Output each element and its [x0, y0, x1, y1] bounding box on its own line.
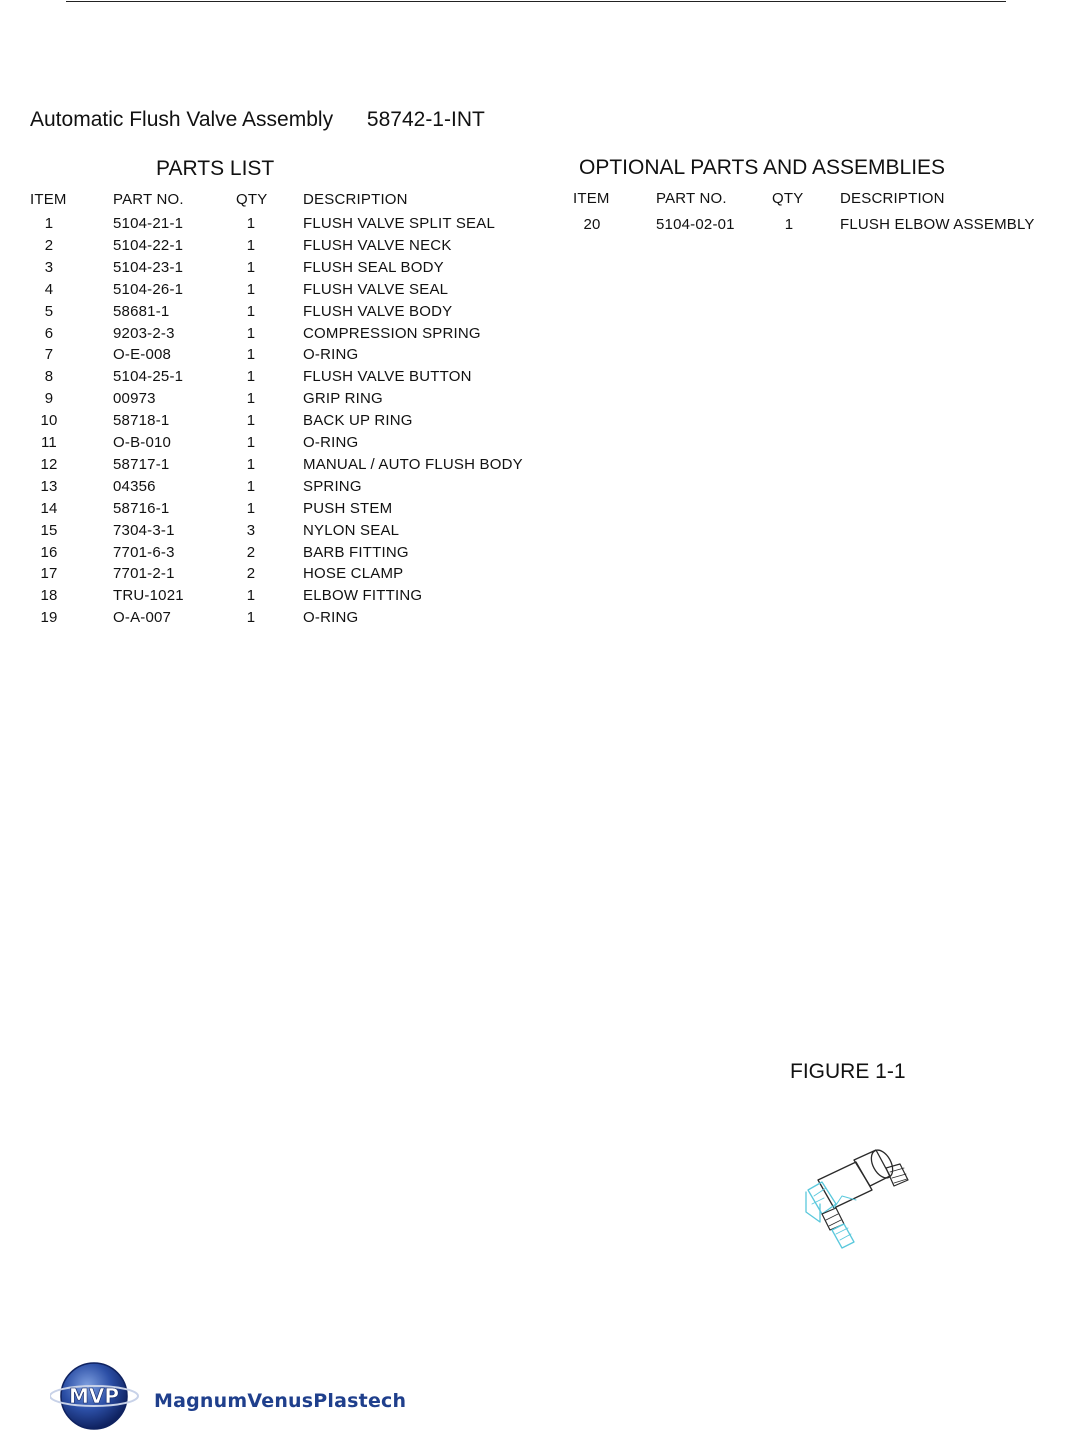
- optional-parts-item: 20: [583, 216, 601, 233]
- parts-list-description: O-RING: [303, 346, 359, 364]
- parts-list-description: MANUAL / AUTO FLUSH BODY: [303, 455, 523, 473]
- parts-list-heading: PARTS LIST: [156, 157, 275, 180]
- parts-list-col-qty: QTY: [236, 191, 268, 208]
- parts-list-description: SPRING: [303, 477, 362, 495]
- parts-list-qty: 1: [246, 280, 256, 298]
- parts-list-qty: 1: [246, 412, 256, 430]
- document-title-text: Automatic Flush Valve Assembly: [30, 108, 334, 131]
- document-title: [30, 108, 485, 132]
- optional-parts-description: FLUSH ELBOW ASSEMBLY: [840, 216, 1035, 233]
- parts-list-part-no: O-B-010: [113, 434, 172, 451]
- parts-list-description: O-RING: [303, 434, 359, 451]
- parts-list-col-item: ITEM: [30, 191, 67, 208]
- parts-list-item: 16: [40, 543, 58, 561]
- parts-list-item: 8: [44, 368, 54, 386]
- parts-list-col-part-no: PART NO.: [113, 191, 184, 208]
- parts-list-part-no: 5104-25-1: [113, 368, 184, 386]
- mvp-logo-icon: [50, 1360, 142, 1432]
- parts-list-qty: 1: [246, 236, 256, 254]
- parts-list-item: 9: [44, 390, 54, 408]
- parts-list-part-no: TRU-1021: [113, 587, 184, 605]
- parts-list-part-no: 9203-2-3: [113, 324, 175, 342]
- document-part-number: 58742-1-INT: [366, 108, 485, 131]
- parts-list-item: 15: [40, 521, 58, 539]
- parts-list-item: 19: [40, 609, 58, 627]
- parts-list-part-no: 58681-1: [113, 302, 170, 320]
- parts-list-item: 3: [44, 258, 54, 276]
- parts-list-description: COMPRESSION SPRING: [303, 324, 481, 342]
- parts-list-qty: 1: [246, 302, 256, 320]
- parts-list-description: BACK UP RING: [303, 412, 413, 430]
- parts-list-qty: 1: [246, 215, 256, 232]
- parts-list-part-no: 7304-3-1: [113, 521, 175, 539]
- parts-list-qty: 3: [246, 521, 256, 539]
- parts-list-item: 5: [44, 302, 54, 320]
- optional-parts-table: [573, 190, 1063, 240]
- parts-list-part-no: O-E-008: [113, 346, 172, 364]
- optional-parts-col-part-no: PART NO.: [656, 190, 727, 207]
- parts-list-part-no: 5104-22-1: [113, 236, 184, 254]
- parts-list-item: 14: [40, 499, 58, 517]
- parts-list-qty: 1: [246, 434, 256, 451]
- parts-list-item: 17: [40, 565, 58, 583]
- optional-parts-heading: OPTIONAL PARTS AND ASSEMBLIES: [579, 156, 946, 179]
- parts-list-description: FLUSH VALVE NECK: [303, 236, 452, 254]
- parts-list-part-no: 00973: [113, 390, 156, 408]
- parts-list-item: 2: [44, 236, 54, 254]
- parts-list-part-no: 5104-21-1: [113, 215, 184, 232]
- parts-list-qty: 1: [246, 499, 256, 517]
- parts-list-qty: 1: [246, 609, 256, 627]
- parts-list-qty: 2: [246, 565, 256, 583]
- top-rule: [66, 1, 1006, 2]
- parts-list-part-no: 7701-2-1: [113, 565, 175, 583]
- optional-parts-col-description: DESCRIPTION: [840, 190, 945, 207]
- parts-list-description: HOSE CLAMP: [303, 565, 404, 583]
- parts-list-description: ELBOW FITTING: [303, 587, 423, 605]
- parts-list-description: NYLON SEAL: [303, 521, 400, 539]
- parts-list-description: FLUSH VALVE SPLIT SEAL: [303, 215, 495, 232]
- parts-list-qty: 1: [246, 346, 256, 364]
- parts-list-col-description: DESCRIPTION: [303, 191, 408, 208]
- parts-list-description: FLUSH VALVE BODY: [303, 302, 453, 320]
- parts-list-item: 6: [44, 324, 54, 342]
- parts-list-description: BARB FITTING: [303, 543, 409, 561]
- parts-list-part-no: 58716-1: [113, 499, 170, 517]
- parts-list-qty: 2: [246, 543, 256, 561]
- parts-list-part-no: O-A-007: [113, 609, 172, 627]
- parts-list-description: PUSH STEM: [303, 499, 393, 517]
- elbow-fitting-icon: [796, 1140, 926, 1255]
- parts-list-item: 4: [44, 280, 54, 298]
- parts-list-part-no: 5104-26-1: [113, 280, 184, 298]
- parts-list-qty: 1: [246, 477, 256, 495]
- optional-parts-qty: 1: [784, 216, 794, 233]
- parts-list-part-no: 58718-1: [113, 412, 170, 430]
- parts-list-qty: 1: [246, 455, 256, 473]
- parts-list-qty: 1: [246, 258, 256, 276]
- parts-list-description: FLUSH VALVE SEAL: [303, 280, 449, 298]
- parts-list-item: 10: [40, 412, 58, 430]
- parts-list-description: FLUSH VALVE BUTTON: [303, 368, 472, 386]
- figure-label: FIGURE 1-1: [790, 1060, 906, 1083]
- parts-list-item: 12: [40, 455, 58, 473]
- parts-list-part-no: 5104-23-1: [113, 258, 184, 276]
- parts-list-description: GRIP RING: [303, 390, 383, 408]
- parts-list-part-no: 58717-1: [113, 455, 170, 473]
- parts-list-item: 11: [41, 434, 57, 451]
- parts-list-description: O-RING: [303, 609, 359, 627]
- parts-list-item: 7: [44, 346, 54, 364]
- parts-list-item: 13: [40, 477, 58, 495]
- parts-list-qty: 1: [246, 368, 256, 386]
- parts-list-qty: 1: [246, 324, 256, 342]
- parts-list-qty: 1: [246, 587, 256, 605]
- parts-list-item: 18: [40, 587, 58, 605]
- parts-list-description: FLUSH SEAL BODY: [303, 258, 444, 276]
- logo-text: MagnumVenusPlastech: [154, 1390, 407, 1412]
- parts-list-part-no: 7701-6-3: [113, 543, 175, 561]
- optional-parts-part-no: 5104-02-01: [656, 216, 735, 233]
- logo-badge-text: MVP: [68, 1384, 120, 1408]
- optional-parts-col-qty: QTY: [772, 190, 804, 207]
- parts-list-table: [30, 191, 550, 631]
- parts-list-item: 1: [44, 215, 54, 232]
- parts-list-part-no: 04356: [113, 477, 156, 495]
- optional-parts-col-item: ITEM: [573, 190, 610, 207]
- parts-list-qty: 1: [246, 390, 256, 408]
